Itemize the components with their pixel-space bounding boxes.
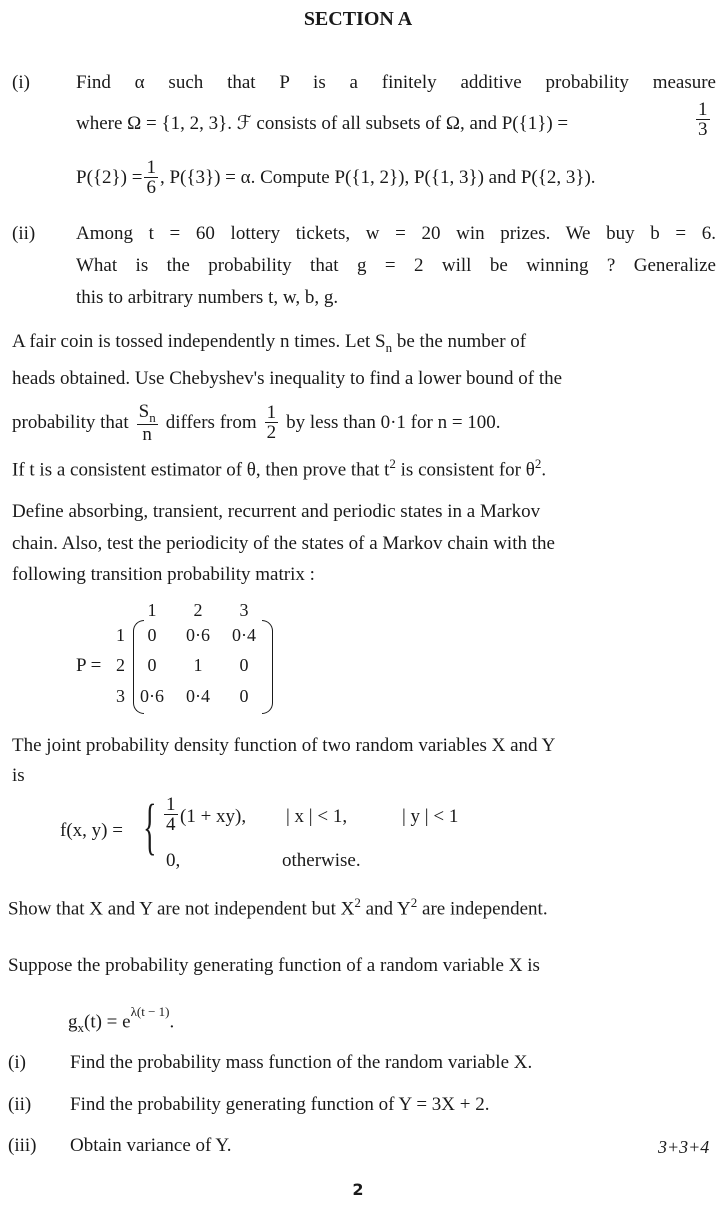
fraction-sn-over-n (137, 402, 158, 444)
q5-show-b: and Y (360, 898, 411, 920)
case1-condition-y: | y | < 1 (402, 806, 459, 827)
q2-line1-a: A fair coin is tossed independently n times. Let S (12, 331, 386, 352)
left-brace: { (143, 793, 157, 861)
matrix-col-header: 3 (239, 600, 249, 620)
q6-ii-label: (ii) (8, 1094, 32, 1115)
matrix-row-header: 2 (116, 655, 125, 675)
q5-show-a: Show that X and Y are not independent but X (8, 898, 355, 920)
q1-i-line2: where Ω = {1, 2, 3}. ℱ consists of all subsets of Ω, and P({1}) = (76, 113, 569, 134)
fraction-denominator: n (142, 423, 152, 445)
pdf-label: f(x, y) = (60, 820, 123, 841)
q6-i-label: (i) (8, 1052, 26, 1073)
fraction-one-third (696, 100, 710, 139)
matrix-cell: 0·4 (186, 686, 210, 706)
fraction-denominator: 2 (266, 422, 277, 444)
fraction-denominator: 3 (698, 119, 708, 140)
fraction-denominator: 6 (146, 177, 156, 198)
q5-line2: is (12, 765, 25, 786)
matrix-cell: 0 (147, 655, 157, 675)
case1-expression: (1 + xy), (180, 806, 247, 827)
fraction-denominator: 4 (166, 814, 176, 835)
case1-condition-x: | x | < 1, (286, 806, 348, 827)
superscript-2: 2 (534, 456, 542, 471)
case2-value: 0, (166, 850, 181, 871)
q1-ii-label: (ii) (12, 223, 36, 244)
q1-i-line3-b: , P({3}) = α. Compute P({1, 2}), P({1, 3}) and P({2, 3}). (159, 166, 596, 188)
fraction-numerator: 1 (266, 402, 277, 424)
superscript-2: 2 (410, 895, 418, 910)
pgf-expression (68, 1004, 175, 1036)
q6-i-text: Find the probability mass function of the random variable X. (70, 1052, 533, 1073)
matrix-cell: 1 (193, 655, 203, 675)
superscript-2: 2 (354, 895, 361, 910)
pgf-exponent: λ(t − 1) (130, 1004, 170, 1019)
q1-i-line3-a: P({2}) = (76, 166, 143, 188)
matrix-row-header: 3 (116, 686, 125, 706)
q5-line1: The joint probability density function of two random variables X and Y (12, 735, 556, 756)
q1-ii-line1: Among t = 60 lottery tickets, w = 20 win prizes. We buy b = 6. (76, 223, 716, 244)
q4-line3: following transition probability matrix : (12, 564, 315, 585)
q6-iii-label: (iii) (8, 1135, 37, 1156)
matrix-cell: 0 (239, 686, 249, 706)
q1-i-line3 (76, 158, 596, 197)
q6-ii-text: Find the probability generating function of Y = 3X + 2. (70, 1094, 490, 1115)
pgf-g: g (68, 1011, 78, 1033)
pgf-end: . (169, 1011, 175, 1033)
q2-line3-a: probability that (12, 411, 129, 433)
q2-line1 (12, 331, 526, 356)
pgf-sub: x (77, 1020, 84, 1036)
q3-text (12, 456, 546, 481)
q6-intro: Suppose the probability generating function of a random variable X is (8, 955, 540, 976)
fraction-one-half (265, 403, 279, 442)
fraction-numerator: 1 (146, 157, 156, 178)
q5-show (8, 895, 548, 920)
fraction-one-sixth (144, 158, 158, 197)
pgf-rest: (t) = e (84, 1011, 131, 1033)
sn-sub: n (149, 409, 156, 425)
q2-line3-c: by less than 0·1 for n = 100. (286, 411, 501, 433)
section-title: SECTION A (303, 8, 413, 30)
q2-line1-b: be the number of (392, 331, 527, 352)
q4-line2: chain. Also, test the periodicity of the states of a Markov chain with the (12, 533, 555, 554)
q3-text-b: is consistent for θ (395, 459, 535, 481)
q1-i-label: (i) (12, 72, 30, 93)
q4-line1: Define absorbing, transient, recurrent and periodic states in a Markov (12, 501, 541, 522)
fraction-numerator (137, 402, 158, 425)
q2-line3-b: differs from (165, 411, 257, 433)
case2-condition: otherwise. (282, 850, 361, 871)
matrix-cell: 0 (239, 655, 249, 675)
q1-ii-line3: this to arbitrary numbers t, w, b, g. (76, 287, 339, 308)
matrix-cell: 0·6 (186, 625, 210, 645)
q2-line3 (12, 402, 501, 444)
matrix-col-header: 1 (147, 600, 157, 620)
matrix-row-header: 1 (116, 625, 125, 645)
matrix-label: P = (76, 655, 102, 676)
q1-ii-line2: What is the probability that g = 2 will be winning ? Generalize (76, 255, 716, 276)
q6-iii-text: Obtain variance of Y. (70, 1135, 232, 1156)
q3-text-a: If t is a consistent estimator of θ, then prove that t (12, 459, 390, 481)
q2-line2: heads obtained. Use Chebyshev's inequality to find a lower bound of the (12, 368, 563, 389)
fraction-one-quarter (164, 795, 178, 834)
superscript-2: 2 (389, 456, 396, 471)
matrix-cell: 0·6 (140, 686, 164, 706)
marks: 3+3+4 (658, 1137, 710, 1157)
matrix-col-header: 2 (193, 600, 203, 620)
fraction-numerator: 1 (698, 99, 708, 120)
q1-i-line1: Find α such that P is a finitely additive probability measure (76, 72, 716, 93)
subscript-n: n (385, 339, 393, 355)
fraction-numerator: 1 (166, 794, 176, 815)
q3-text-c: . (541, 459, 547, 481)
sn-main: S (138, 401, 150, 422)
matrix-cell: 0·4 (232, 625, 256, 645)
matrix-cell: 0 (147, 625, 157, 645)
page-number: 2 (352, 1180, 364, 1199)
q5-show-c: are independent. (417, 898, 548, 920)
